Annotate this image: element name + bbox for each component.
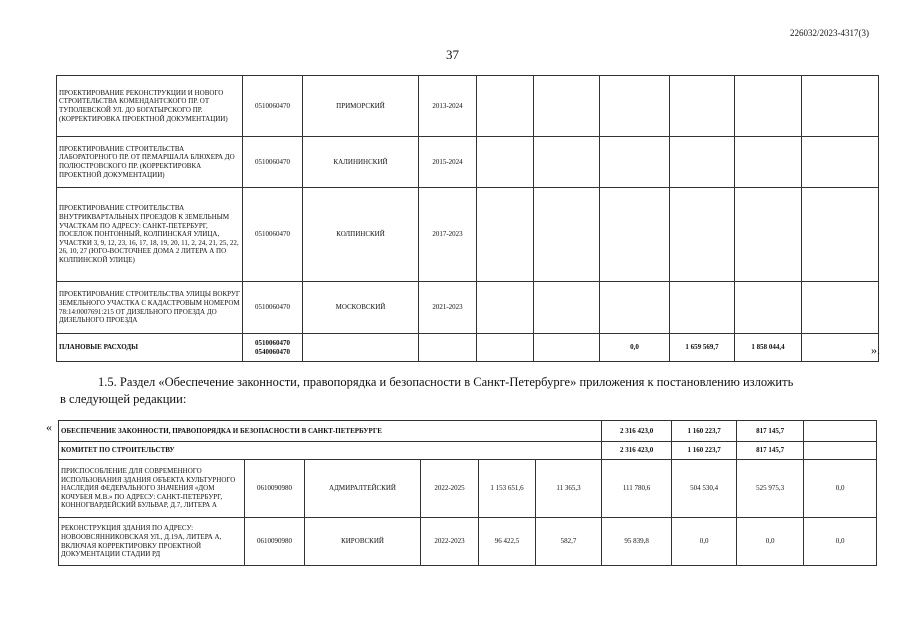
district-cell: ПРИМОРСКИЙ [303, 76, 419, 137]
amount-cell-v2 [534, 188, 600, 282]
object-name-cell: ПРОЕКТИРОВАНИЕ СТРОИТЕЛЬСТВА ВНУТРИКВАРТАЛЬНЫХ ПРОЕЗДОВ К ЗЕМЕЛЬНЫМ УЧАСТКАМ ПО АДРЕСУ: САНКТ-ПЕТЕРБУРГ, ПОСЕЛОК ПОНТОННЫЙ, КОЛПИНСКАЯ УЛИЦА, УЧАСТКИ 3, 9, 12, 23, 16, 17, 18, 19, 20, 11, 2, 24, 21, 25, 22, 26, 10, 27 (ЮГО-ВОСТОЧНЕЕ ДОМА 2 ЛИТЕРА А ПО КОЛПИНСКОЙ УЛИЦЕ) [57, 188, 243, 282]
committee-amount-v6 [804, 442, 877, 460]
total-label-cell: ПЛАНОВЫЕ РАСХОДЫ [57, 334, 243, 362]
budget-code-cell: 0510060470 [243, 76, 303, 137]
district-cell: КИРОВСКИЙ [305, 518, 421, 566]
amount-cell-v4 [670, 188, 735, 282]
section-header-row [59, 421, 877, 442]
amount-cell-v1 [477, 282, 534, 334]
amount-cell-v2: 582,7 [536, 518, 602, 566]
empty-cell [419, 334, 477, 362]
amount-cell-v5 [735, 76, 802, 137]
amount-cell-v3 [600, 137, 670, 188]
amount-cell-v5: 0,0 [737, 518, 804, 566]
amount-cell-v6 [802, 76, 879, 137]
district-cell: КАЛИНИНСКИЙ [303, 137, 419, 188]
budget-code-cell: 0510060470 [243, 188, 303, 282]
object-name-cell: ПРОЕКТИРОВАНИЕ СТРОИТЕЛЬСТВА УЛИЦЫ ВОКРУГ ЗЕМЕЛЬНОГО УЧАСТКА С КАДАСТРОВЫМ НОМЕРОМ 78:14:0007691:215 ОТ ДИЗЕЛЬНОГО ПРОЕЗДА ДО ДИЗЕЛЬНОГО ПРОЕЗДА [57, 282, 243, 334]
object-name-cell: ПРИСПОСОБЛЕНИЕ ДЛЯ СОВРЕМЕННОГО ИСПОЛЬЗОВАНИЯ ЗДАНИЯ ОБЪЕКТА КУЛЬТУРНОГО НАСЛЕДИЯ ФЕДЕРАЛЬНОГО ЗНАЧЕНИЯ «ДОМ КОЧУБЕЯ М.В.» ПО АДРЕСУ: САНКТ-ПЕТЕРБУРГ, КОННОГВАРДЕЙСКИЙ БУЛЬВАР, Д.7, ЛИТЕРА А [59, 460, 245, 518]
total-codes-cell [243, 334, 303, 362]
amount-cell-v1: 1 153 651,6 [479, 460, 536, 518]
empty-cell [534, 334, 600, 362]
table-row [57, 76, 879, 137]
empty-cell [303, 334, 419, 362]
committee-amount-v3: 2 316 423,0 [602, 442, 672, 460]
committee-amount-v5: 817 145,7 [737, 442, 804, 460]
amount-cell-v2 [534, 76, 600, 137]
amount-cell-v4: 504 530,4 [672, 460, 737, 518]
amount-cell-v3 [600, 76, 670, 137]
budget-code-cell: 0610090980 [245, 518, 305, 566]
amount-cell-v5: 525 975,3 [737, 460, 804, 518]
period-cell: 2013-2024 [419, 76, 477, 137]
table-row [59, 460, 877, 518]
amount-cell-v3 [600, 282, 670, 334]
table-row [57, 137, 879, 188]
period-cell: 2015-2024 [419, 137, 477, 188]
object-name-cell: РЕКОНСТРУКЦИЯ ЗДАНИЯ ПО АДРЕСУ: НОВООВСЯННИКОВСКАЯ УЛ., Д.19А, ЛИТЕРА А, ВКЛЮЧАЯ КОРРЕКТИРОВКУ ПРОЕКТНОЙ ДОКУМЕНТАЦИИ СТАДИИ РД [59, 518, 245, 566]
section-amount-v5: 817 145,7 [737, 421, 804, 442]
amount-cell-v1 [477, 137, 534, 188]
amendment-paragraph [60, 374, 880, 408]
amount-cell-v2 [534, 137, 600, 188]
table-row [57, 282, 879, 334]
amount-cell-v1 [477, 188, 534, 282]
amount-cell-v5 [735, 137, 802, 188]
table-security-section [58, 420, 877, 566]
amount-cell-v3 [600, 188, 670, 282]
page-number: 37 [446, 47, 459, 62]
amount-cell-v3: 111 780,6 [602, 460, 672, 518]
district-cell: МОСКОВСКИЙ [303, 282, 419, 334]
section-amount-v3: 2 316 423,0 [602, 421, 672, 442]
total-amount-v3: 0,0 [600, 334, 670, 362]
committee-row [59, 442, 877, 460]
closing-quote: ». [871, 343, 880, 357]
paragraph-line-2: в следующей редакции: [60, 392, 187, 406]
opening-quote: « [46, 420, 52, 434]
amount-cell-v6 [802, 137, 879, 188]
amount-cell-v4 [670, 76, 735, 137]
budget-code-cell: 0510060470 [243, 137, 303, 188]
table-row [57, 188, 879, 282]
table-row [59, 518, 877, 566]
amount-cell-v6 [802, 282, 879, 334]
committee-label-cell: КОМИТЕТ ПО СТРОИТЕЛЬСТВУ [59, 442, 602, 460]
amount-cell-v6: 0,0 [804, 460, 877, 518]
budget-code-cell: 0610090980 [245, 460, 305, 518]
empty-cell [477, 334, 534, 362]
district-cell: АДМИРАЛТЕЙСКИЙ [305, 460, 421, 518]
total-amount-v4: 1 659 569,7 [670, 334, 735, 362]
amount-cell-v4: 0,0 [672, 518, 737, 566]
period-cell: 2021-2023 [419, 282, 477, 334]
amount-cell-v6 [802, 188, 879, 282]
amount-cell-v4 [670, 137, 735, 188]
amount-cell-v2: 11 365,3 [536, 460, 602, 518]
period-cell: 2022-2023 [421, 518, 479, 566]
period-cell: 2022-2025 [421, 460, 479, 518]
amount-cell-v4 [670, 282, 735, 334]
district-cell: КОЛПИНСКИЙ [303, 188, 419, 282]
object-name-cell: ПРОЕКТИРОВАНИЕ РЕКОНСТРУКЦИИ И НОВОГО СТРОИТЕЛЬСТВА КОМЕНДАНТСКОГО ПР. ОТ ТУПОЛЕВСКОЙ УЛ. ДО БОГАТЫРСКОГО ПР. (КОРРЕКТИРОВКА ПРОЕКТНОЙ ДОКУМЕНТАЦИИ) [57, 76, 243, 137]
total-code: 0540060470 [255, 347, 290, 356]
section-label-cell: ОБЕСПЕЧЕНИЕ ЗАКОННОСТИ, ПРАВОПОРЯДКА И БЕЗОПАСНОСТИ В САНКТ-ПЕТЕРБУРГЕ [59, 421, 602, 442]
amount-cell-v1: 96 422,5 [479, 518, 536, 566]
total-amount-v6 [802, 334, 879, 362]
committee-amount-v4: 1 160 223,7 [672, 442, 737, 460]
amount-cell-v3: 95 839,8 [602, 518, 672, 566]
table-row [57, 334, 879, 362]
total-code: 0510060470 [255, 338, 290, 347]
object-name-cell: ПРОЕКТИРОВАНИЕ СТРОИТЕЛЬСТВА ЛАБОРАТОРНОГО ПР. ОТ ПР.МАРШАЛА БЛЮХЕРА ДО ПОЛЮСТРОВСКОГО ПР. (КОРРЕКТИРОВКА ПРОЕКТНОЙ ДОКУМЕНТАЦИИ) [57, 137, 243, 188]
section-amount-v4: 1 160 223,7 [672, 421, 737, 442]
period-cell: 2017-2023 [419, 188, 477, 282]
amount-cell-v5 [735, 282, 802, 334]
paragraph-line-1: 1.5. Раздел «Обеспечение законности, правопорядка и безопасности в Санкт-Петербурге» приложения к постановлению изложить [98, 375, 794, 389]
amount-cell-v5 [735, 188, 802, 282]
amount-cell-v6: 0,0 [804, 518, 877, 566]
document-number: 226032/2023-4317(3) [790, 28, 869, 38]
section-amount-v6 [804, 421, 877, 442]
amount-cell-v1 [477, 76, 534, 137]
table-road-projects [56, 75, 879, 362]
amount-cell-v2 [534, 282, 600, 334]
budget-code-cell: 0510060470 [243, 282, 303, 334]
total-amount-v5: 1 858 044,4 [735, 334, 802, 362]
